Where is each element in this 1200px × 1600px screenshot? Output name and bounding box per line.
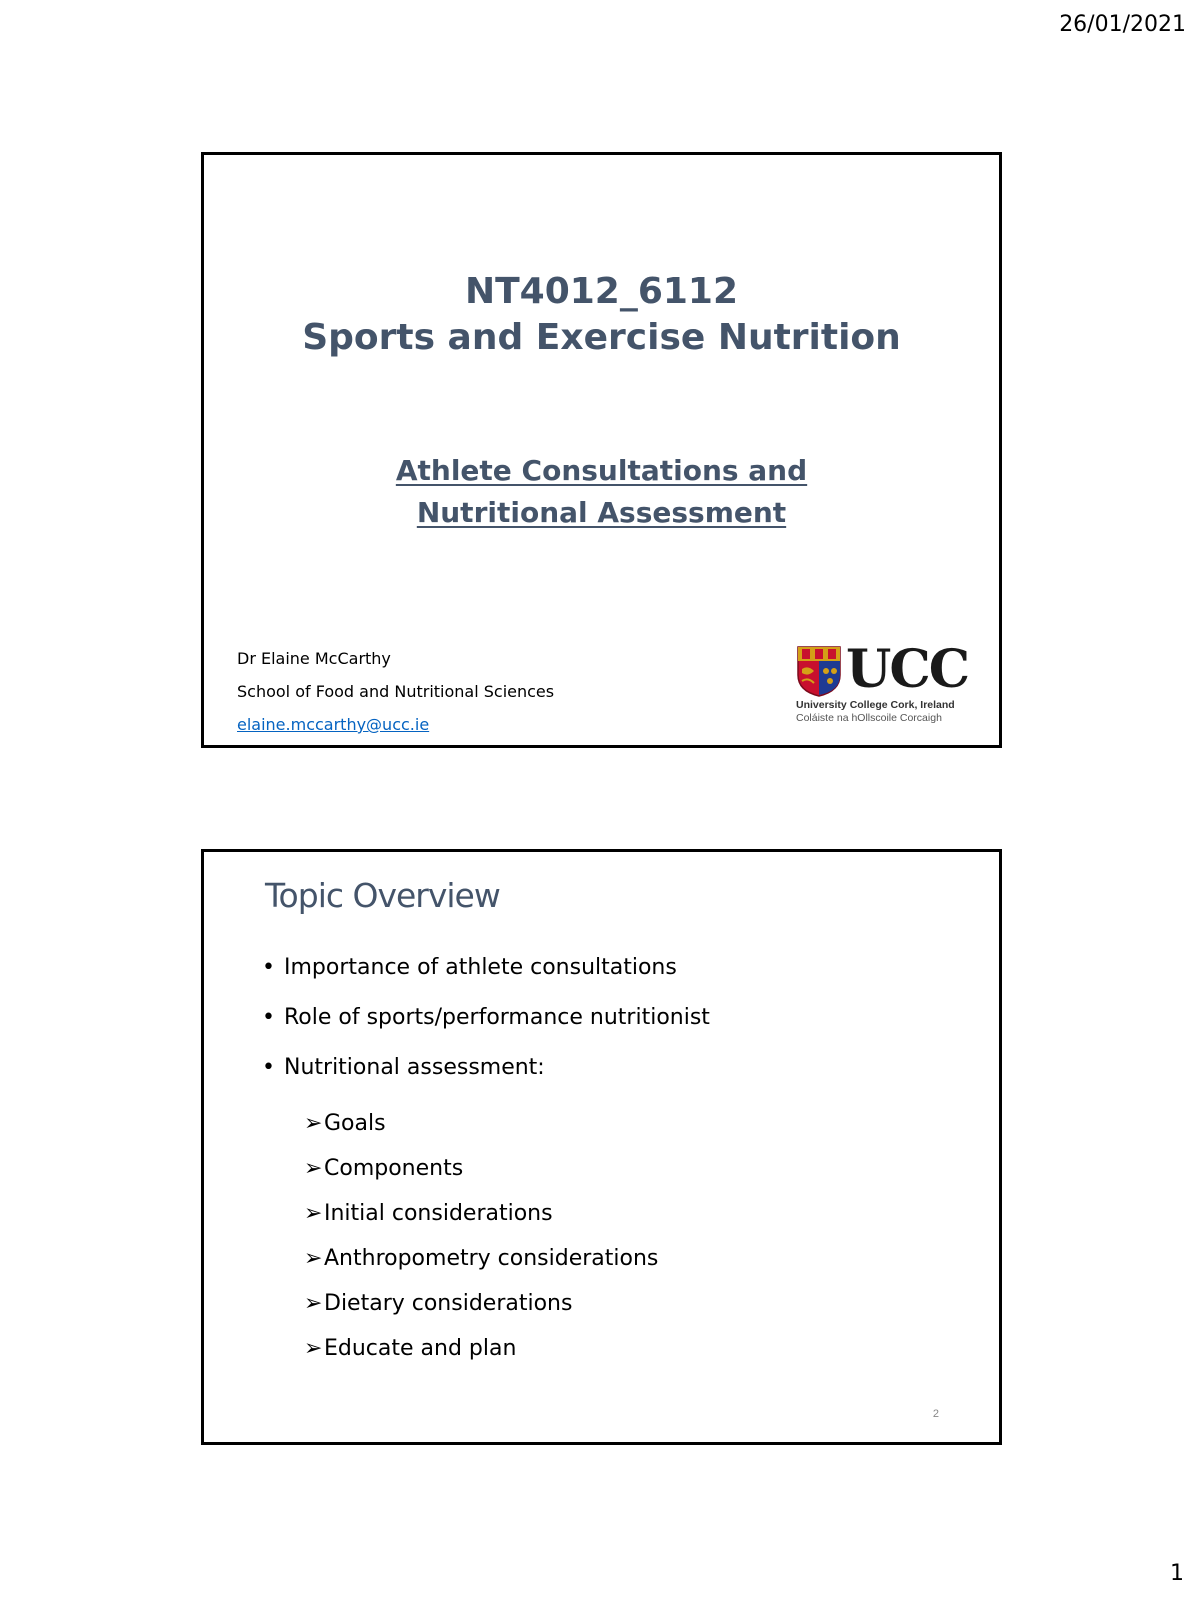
bullet-icon: • (262, 1055, 275, 1080)
author-info (237, 642, 554, 741)
arrow-bullet-icon: ➢ (304, 1336, 323, 1361)
sub-bullet-text: Goals (324, 1111, 386, 1136)
arrow-bullet-icon: ➢ (304, 1201, 323, 1226)
overview-title: Topic Overview (265, 876, 500, 915)
ucc-name-english: University College Cork, Ireland (796, 699, 955, 711)
list-item (304, 1198, 658, 1243)
slide-number: 2 (932, 1408, 939, 1420)
bullet-list (262, 952, 710, 1102)
author-school: School of Food and Nutritional Sciences (237, 682, 555, 701)
list-item (304, 1288, 658, 1333)
ucc-logo (796, 639, 969, 725)
list-item (262, 1052, 710, 1102)
list-item (304, 1333, 658, 1378)
subtitle-line-1: Athlete Consultations and (395, 454, 808, 487)
course-code: NT4012_6112 (464, 271, 739, 312)
bullet-text: Nutritional assessment: (284, 1055, 545, 1080)
sub-bullet-text: Components (324, 1156, 464, 1181)
slide-topic-overview (201, 849, 1002, 1445)
ucc-wordmark: UCC (846, 639, 969, 700)
author-name: Dr Elaine McCarthy (237, 649, 391, 668)
bullet-icon: • (262, 1005, 275, 1030)
sub-bullet-text: Educate and plan (324, 1336, 517, 1361)
arrow-bullet-icon: ➢ (304, 1156, 323, 1181)
bullet-text: Importance of athlete consultations (284, 955, 677, 980)
subtitle-line-2: Nutritional Assessment (416, 496, 787, 529)
bullet-icon: • (262, 955, 275, 980)
sub-bullet-list (304, 1108, 658, 1378)
list-item (304, 1108, 658, 1153)
author-email-link[interactable]: elaine.mccarthy@ucc.ie (237, 715, 430, 734)
bullet-text: Role of sports/performance nutritionist (284, 1005, 710, 1030)
page-number: 1 (1170, 1561, 1184, 1586)
list-item (304, 1153, 658, 1198)
list-item (262, 952, 710, 1002)
slide-title (201, 152, 1002, 748)
ucc-name-irish: Coláiste na hOllscoile Corcaigh (796, 712, 942, 724)
sub-bullet-text: Anthropometry considerations (324, 1246, 659, 1271)
slide-title-heading (204, 269, 999, 361)
sub-bullet-text: Initial considerations (324, 1201, 553, 1226)
sub-bullet-text: Dietary considerations (324, 1291, 573, 1316)
ucc-crest-icon (796, 645, 842, 697)
arrow-bullet-icon: ➢ (304, 1291, 323, 1316)
course-name: Sports and Exercise Nutrition (302, 317, 901, 358)
lecture-subtitle (204, 450, 999, 534)
page-date: 26/01/2021 (1059, 12, 1186, 37)
arrow-bullet-icon: ➢ (304, 1111, 323, 1136)
list-item (304, 1243, 658, 1288)
arrow-bullet-icon: ➢ (304, 1246, 323, 1271)
list-item (262, 1002, 710, 1052)
